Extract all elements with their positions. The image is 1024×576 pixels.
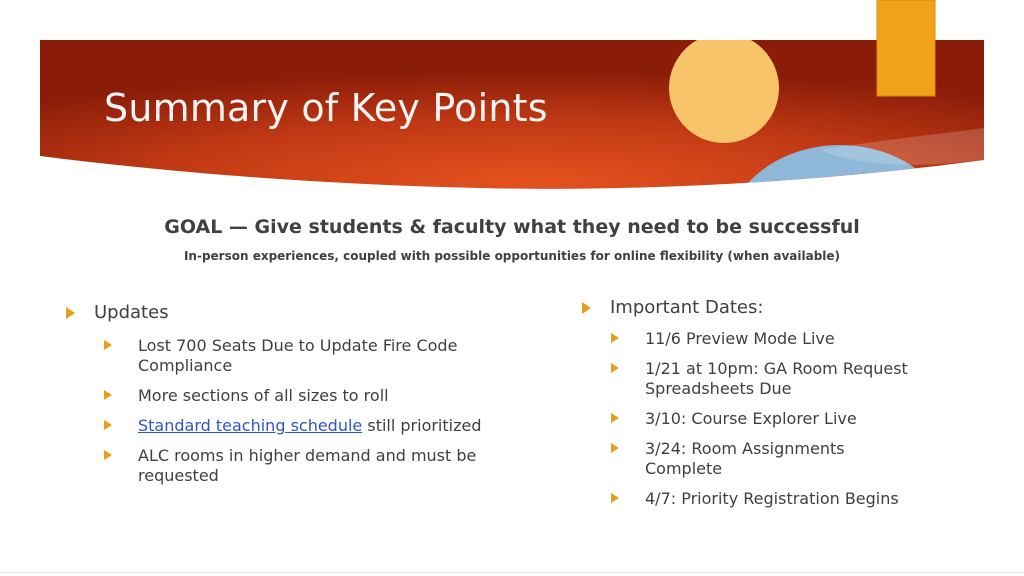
update-item xyxy=(104,336,494,376)
updates-heading xyxy=(66,302,496,324)
date-item xyxy=(611,409,911,429)
triangle-bullet-icon xyxy=(104,340,112,350)
dates-heading-text: Important Dates: xyxy=(610,297,764,318)
updates-heading-text: Updates xyxy=(94,302,169,323)
date-item xyxy=(611,329,911,349)
update-item xyxy=(104,386,494,406)
date-item-text: 11/6 Preview Mode Live xyxy=(645,329,835,348)
slide-title: Summary of Key Points xyxy=(104,86,548,130)
orange-tab-shape xyxy=(877,0,935,96)
sun-circle-shape xyxy=(669,33,779,143)
update-item-text: ALC rooms in higher demand and must be requested xyxy=(138,446,477,485)
triangle-bullet-icon xyxy=(611,333,619,343)
triangle-bullet-icon xyxy=(104,450,112,460)
goal-heading: GOAL — Give students & faculty what they need to be successful xyxy=(164,216,860,238)
triangle-bullet-icon xyxy=(611,413,619,423)
date-item xyxy=(611,359,911,399)
date-item-text: 3/24: Room Assignments Complete xyxy=(645,439,845,478)
update-item xyxy=(104,416,494,436)
standard-teaching-schedule-link[interactable]: Standard teaching schedule xyxy=(138,416,363,435)
goal-subheading: In-person experiences, coupled with possible opportunities for online flexibility (when available) xyxy=(183,249,841,263)
dates-column xyxy=(582,297,922,509)
dates-heading xyxy=(582,297,922,319)
triangle-bullet-icon xyxy=(66,307,75,319)
triangle-bullet-icon xyxy=(104,420,112,430)
update-item xyxy=(104,446,494,486)
update-item-text: Lost 700 Seats Due to Update Fire Code Compliance xyxy=(138,336,458,375)
triangle-bullet-icon xyxy=(582,302,591,314)
update-item-text: More sections of all sizes to roll xyxy=(138,386,389,405)
date-item xyxy=(611,439,911,479)
date-item xyxy=(611,489,911,509)
triangle-bullet-icon xyxy=(611,363,619,373)
triangle-bullet-icon xyxy=(104,390,112,400)
date-item-text: 4/7: Priority Registration Begins xyxy=(645,489,899,508)
date-item-text: 3/10: Course Explorer Live xyxy=(645,409,857,428)
updates-column xyxy=(66,302,496,486)
triangle-bullet-icon xyxy=(611,443,619,453)
footer-divider xyxy=(0,572,1024,573)
update-item-text: still prioritized xyxy=(362,416,482,435)
date-item-text: 1/21 at 10pm: GA Room Request Spreadsheets Due xyxy=(645,359,908,398)
triangle-bullet-icon xyxy=(611,493,619,503)
